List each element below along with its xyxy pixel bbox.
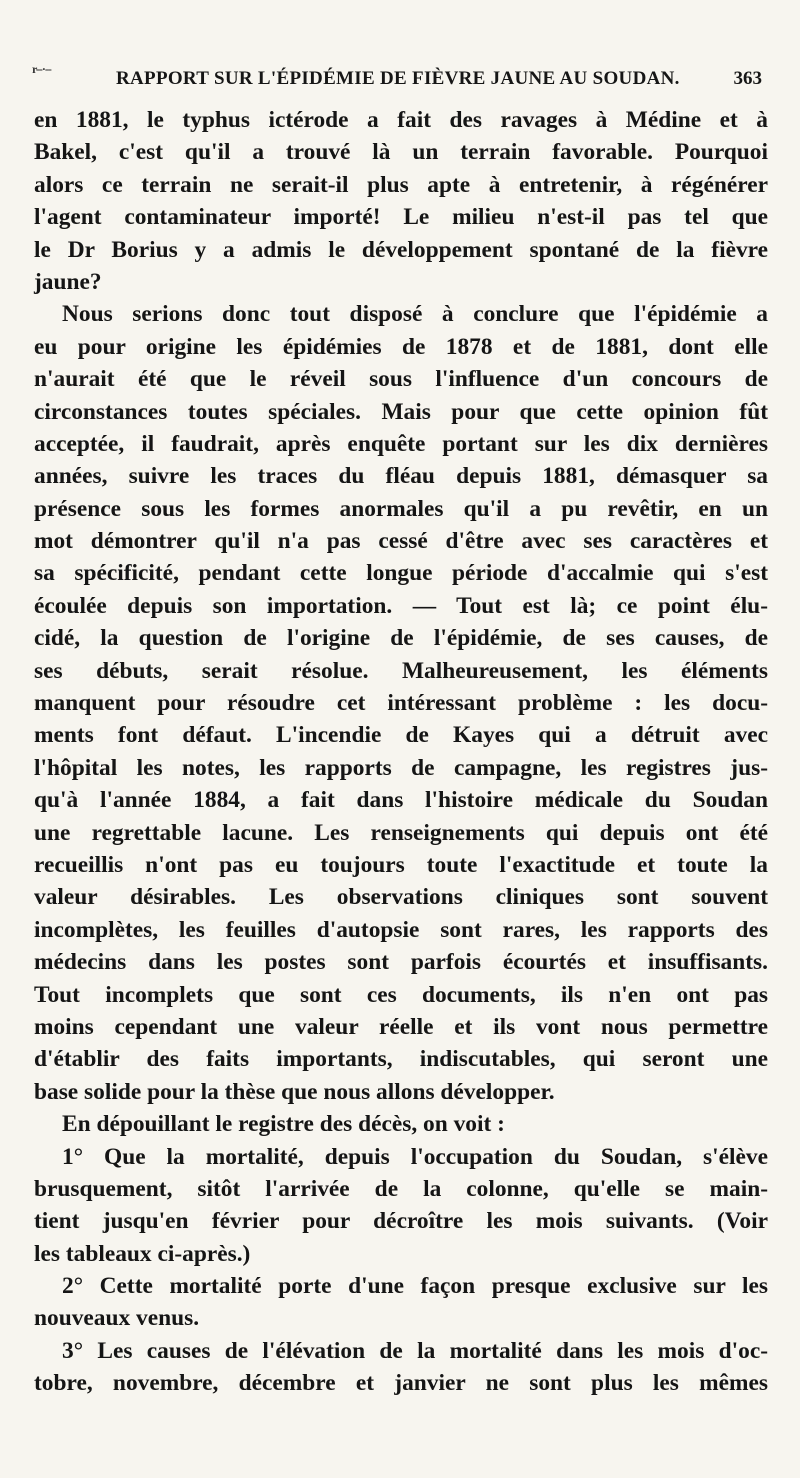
text-line: le Dr Borius y a admis le développement spontané de la fièvre — [34, 236, 768, 263]
text-line: Tout incomplets que sont ces documents, ils n'en ont pas — [34, 981, 768, 1008]
text-line: cidé, la question de l'origine de l'épidémie, de ses causes, de — [34, 625, 768, 652]
text-line: jaune? — [34, 268, 102, 295]
text-line: sa spécificité, pendant cette longue période d'accalmie qui s'est — [34, 560, 768, 587]
running-title: RAPPORT SUR L'ÉPIDÉMIE DE FIÈVRE JAUNE AU SOUDAN. — [116, 68, 680, 89]
text-line: Bakel, c'est qu'il a trouvé là un terrain favorable. Pourquoi — [34, 139, 768, 166]
text-line: alors ce terrain ne serait-il plus apte à entretenir, à régénérer — [34, 171, 768, 198]
text-line: manquent pour résoudre cet intéressant problème : les docu- — [34, 690, 768, 717]
text-line: l'hôpital les notes, les rapports de campagne, les registres jus- — [34, 754, 768, 781]
text-line: recueillis n'ont pas eu toujours toute l'exactitude et toute la — [34, 851, 768, 878]
text-line: les tableaux ci-après.) — [34, 1240, 251, 1267]
text-line: années, suivre les traces du fléau depuis 1881, démasquer sa — [34, 463, 768, 490]
text-line: incomplètes, les feuilles d'autopsie sont rares, les rapports des — [34, 916, 768, 943]
text-line: médecins dans les postes sont parfois écourtés et insuffisants. — [34, 949, 768, 976]
text-line: tobre, novembre, décembre et janvier ne sont plus les mêmes — [34, 1370, 768, 1397]
text-line: brusquement, sitôt l'arrivée de la colonne, qu'elle se main- — [34, 1175, 768, 1202]
text-line: une regrettable lacune. Les renseignements qui depuis ont été — [34, 819, 768, 846]
text-line: 3° Les causes de l'élévation de la mortalité dans les mois d'oc- — [62, 1337, 768, 1364]
text-line: n'aurait été que le réveil sous l'influence d'un concours de — [34, 366, 768, 393]
text-line: présence sous les formes anormales qu'il a pu revêtir, en un — [34, 495, 768, 522]
text-line: moins cependant une valeur réelle et ils vont nous permettre — [34, 1013, 768, 1040]
text-line: ses débuts, serait résolue. Malheureusement, les éléments — [34, 657, 768, 684]
text-line: écoulée depuis son importation. — Tout est là; ce point élu- — [34, 592, 768, 619]
text-line: ments font défaut. L'incendie de Kayes qui a détruit avec — [34, 722, 768, 749]
text-line: En dépouillant le registre des décès, on voit : — [62, 1111, 505, 1138]
text-line: 2° Cette mortalité porte d'une façon presque exclusive sur les — [62, 1273, 768, 1300]
text-line: Nous serions donc tout disposé à conclure que l'épidémie a — [62, 301, 768, 328]
text-line: acceptée, il faudrait, après enquête portant sur les dix dernières — [34, 430, 768, 457]
ornament-mark: r--·-- — [32, 62, 51, 76]
running-header — [30, 62, 772, 92]
text-line: nouveaux venus. — [34, 1305, 200, 1332]
text-line: 1° Que la mortalité, depuis l'occupation du Soudan, s'élève — [62, 1143, 768, 1170]
text-line: qu'à l'année 1884, a fait dans l'histoire médicale du Soudan — [34, 787, 768, 814]
text-line: mot démontrer qu'il n'a pas cessé d'être avec ses caractères et — [34, 528, 768, 555]
page-number: 363 — [733, 68, 762, 89]
text-line: tient jusqu'en février pour décroître les mois suivants. (Voir — [34, 1208, 768, 1235]
text-line: circonstances toutes spéciales. Mais pour que cette opinion fût — [34, 398, 768, 425]
text-line: en 1881, le typhus ictérode a fait des ravages à Médine et à — [34, 107, 768, 133]
body-text — [34, 104, 768, 1400]
text-line: l'agent contaminateur importé! Le milieu n'est-il pas tel que — [34, 204, 768, 231]
text-line: base solide pour la thèse que nous allons développer. — [34, 1078, 555, 1105]
text-line: d'établir des faits importants, indiscutables, qui seront une — [34, 1046, 768, 1073]
text-line: valeur désirables. Les observations cliniques sont souvent — [34, 884, 768, 911]
text-line: eu pour origine les épidémies de 1878 et de 1881, dont elle — [34, 333, 768, 360]
